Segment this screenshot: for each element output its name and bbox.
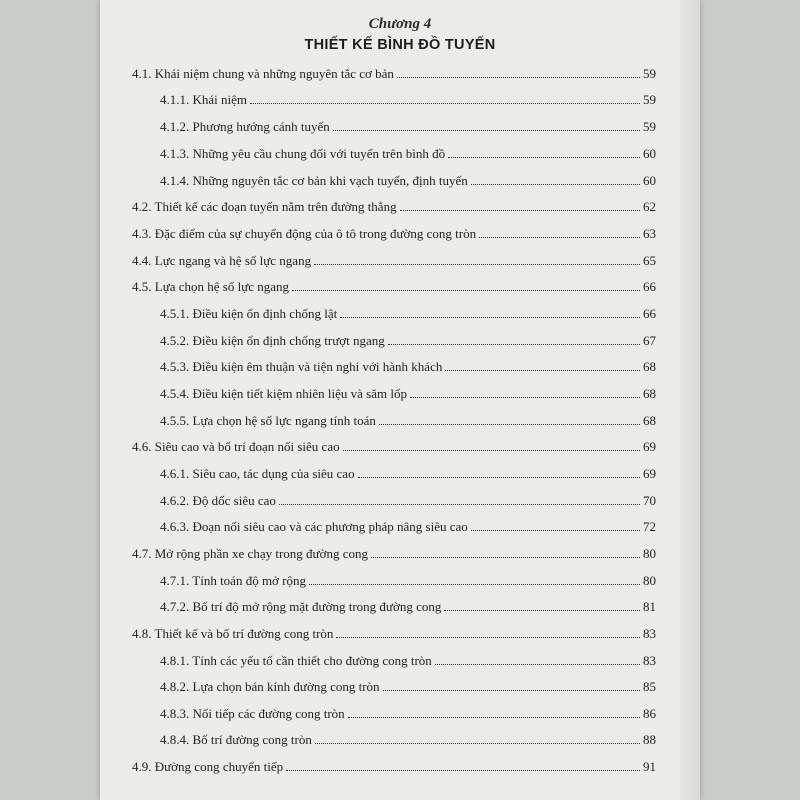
toc-entry-page: 83 [643, 626, 656, 641]
toc-entry-page: 85 [643, 679, 656, 694]
toc-entry-page: 63 [643, 226, 656, 241]
dot-leader [400, 210, 640, 211]
toc-entry [160, 329, 656, 349]
toc-entry-label: 4.8. Thiết kế và bố trí đường cong tròn [132, 626, 334, 641]
toc-entry-page: 59 [643, 66, 656, 81]
toc-entry [132, 195, 656, 215]
toc-entry-page: 65 [643, 253, 656, 268]
toc-entry-label: 4.5.1. Điều kiện ổn định chống lật [160, 306, 338, 321]
toc-entry [160, 675, 656, 695]
toc-entry-page: 60 [643, 173, 656, 188]
toc-entry [160, 142, 656, 162]
dot-leader [445, 370, 640, 371]
toc-entry-label: 4.6.1. Siêu cao, tác dụng của siêu cao [160, 466, 355, 481]
toc-entry-page: 66 [643, 279, 656, 294]
toc-entry-label: 4.8.3. Nối tiếp các đường cong tròn [160, 706, 345, 721]
toc-entry [160, 595, 656, 615]
dot-leader [292, 290, 640, 291]
toc-entry [160, 88, 656, 108]
toc-entry [132, 249, 656, 269]
toc-entry-page: 72 [643, 519, 656, 534]
toc-entry-page: 80 [643, 546, 656, 561]
dot-leader [348, 717, 640, 718]
toc-entry-page: 80 [643, 573, 656, 588]
dot-leader [250, 103, 640, 104]
toc-entry [160, 462, 656, 482]
toc-entry [160, 649, 656, 669]
toc-entry-label: 4.5. Lựa chọn hệ số lực ngang [132, 279, 290, 294]
toc-entry-page: 88 [643, 732, 656, 747]
dot-leader [479, 237, 640, 238]
toc-entry-label: 4.8.1. Tính các yếu tố cần thiết cho đường cong tròn [160, 653, 432, 668]
toc-entry [132, 275, 656, 295]
toc-entry [132, 755, 656, 775]
toc-entry-label: 4.7.1. Tính toán độ mở rộng [160, 573, 307, 588]
toc-entry-label: 4.6. Siêu cao và bố trí đoạn nối siêu cao [132, 439, 340, 454]
toc-entry-page: 62 [643, 199, 656, 214]
toc-entry-label: 4.5.3. Điều kiện êm thuận và tiện nghi với hành khách [160, 359, 443, 374]
dot-leader [435, 664, 640, 665]
toc-entry-label: 4.6.2. Độ dốc siêu cao [160, 493, 276, 508]
dot-leader [315, 743, 640, 744]
toc-entry-page: 69 [643, 466, 656, 481]
toc-entry-label: 4.5.4. Điều kiện tiết kiệm nhiên liệu và săm lốp [160, 386, 407, 401]
toc-entry-label: 4.3. Đặc điểm của sự chuyển động của ô tô trong đường cong tròn [132, 226, 477, 241]
toc-entry-page: 70 [643, 493, 656, 508]
toc-entry-label: 4.4. Lực ngang và hệ số lực ngang [132, 253, 312, 268]
dot-leader [471, 530, 640, 531]
dot-leader [309, 584, 640, 585]
toc-entry-label: 4.6.3. Đoạn nối siêu cao và các phương pháp nâng siêu cao [160, 519, 468, 534]
chapter-heading: Chương 4 [368, 16, 432, 32]
toc-entry [160, 569, 656, 589]
dot-leader [471, 184, 640, 185]
toc-entry-page: 68 [643, 359, 656, 374]
toc-entry [132, 435, 656, 455]
toc-entry [160, 409, 656, 429]
toc-entry [132, 222, 656, 242]
toc-entry [160, 169, 656, 189]
toc-entry [160, 489, 656, 509]
toc-entry-label: 4.5.5. Lựa chọn hệ số lực ngang tính toán [160, 413, 376, 428]
toc-entry-label: 4.8.2. Lựa chọn bán kính đường cong tròn [160, 679, 380, 694]
toc-entry-label: 4.2. Thiết kế các đoạn tuyến nằm trên đường thẳng [132, 199, 397, 214]
toc-entry-label: 4.8.4. Bố trí đường cong tròn [160, 732, 312, 747]
toc-entry-label: 4.1.1. Khái niệm [160, 92, 248, 107]
dot-leader [286, 770, 640, 771]
toc-entry-page: 83 [643, 653, 656, 668]
toc-entry [160, 115, 656, 135]
toc-entry-page: 86 [643, 706, 656, 721]
toc-entry [132, 622, 656, 642]
dot-leader [448, 157, 640, 158]
toc-entry-label: 4.7.2. Bố trí độ mở rộng mặt đường trong đường cong [160, 599, 442, 614]
toc-entry-page: 59 [643, 92, 656, 107]
toc-entry-page: 68 [643, 386, 656, 401]
toc-entry-page: 69 [643, 439, 656, 454]
toc-entry-page: 67 [643, 333, 656, 348]
dot-leader [371, 557, 640, 558]
dot-leader [333, 130, 640, 131]
toc-entry [160, 728, 656, 748]
toc-entry [160, 302, 656, 322]
toc-entry-label: 4.7. Mở rộng phần xe chạy trong đường cong [132, 546, 368, 561]
dot-leader [410, 397, 640, 398]
toc-entry [160, 702, 656, 722]
dot-leader [388, 344, 640, 345]
toc-entry-page: 68 [643, 413, 656, 428]
dot-leader [397, 77, 640, 78]
toc-entry [132, 542, 656, 562]
toc-entry [160, 355, 656, 375]
toc-entry-page: 60 [643, 146, 656, 161]
toc-entry-label: 4.1. Khái niệm chung và những nguyên tắc cơ bản [132, 66, 394, 81]
toc-entry-label: 4.5.2. Điều kiện ổn định chống trượt ngang [160, 333, 385, 348]
dot-leader [379, 424, 640, 425]
toc-entry-label: 4.1.4. Những nguyên tắc cơ bản khi vạch tuyến, định tuyến [160, 173, 468, 188]
dot-leader [279, 504, 640, 505]
chapter-title: THIẾT KẾ BÌNH ĐỒ TUYẾN [304, 37, 496, 53]
toc-entry [160, 515, 656, 535]
dot-leader [343, 450, 640, 451]
toc-entry-label: 4.9. Đường cong chuyển tiếp [132, 759, 284, 774]
dot-leader [444, 610, 640, 611]
dot-leader [340, 317, 640, 318]
toc-entry-page: 59 [643, 119, 656, 134]
toc-entry-page: 66 [643, 306, 656, 321]
toc-entry-page: 91 [643, 759, 656, 774]
toc-entry-label: 4.1.3. Những yêu cầu chung đối với tuyến trên bình đồ [160, 146, 446, 161]
toc-entry [160, 382, 656, 402]
toc-entry-page: 81 [643, 599, 656, 614]
dot-leader [314, 264, 640, 265]
toc-entry-label: 4.1.2. Phương hướng cánh tuyến [160, 119, 330, 134]
dot-leader [336, 637, 640, 638]
dot-leader [358, 477, 640, 478]
toc-entry [132, 62, 656, 82]
dot-leader [383, 690, 640, 691]
